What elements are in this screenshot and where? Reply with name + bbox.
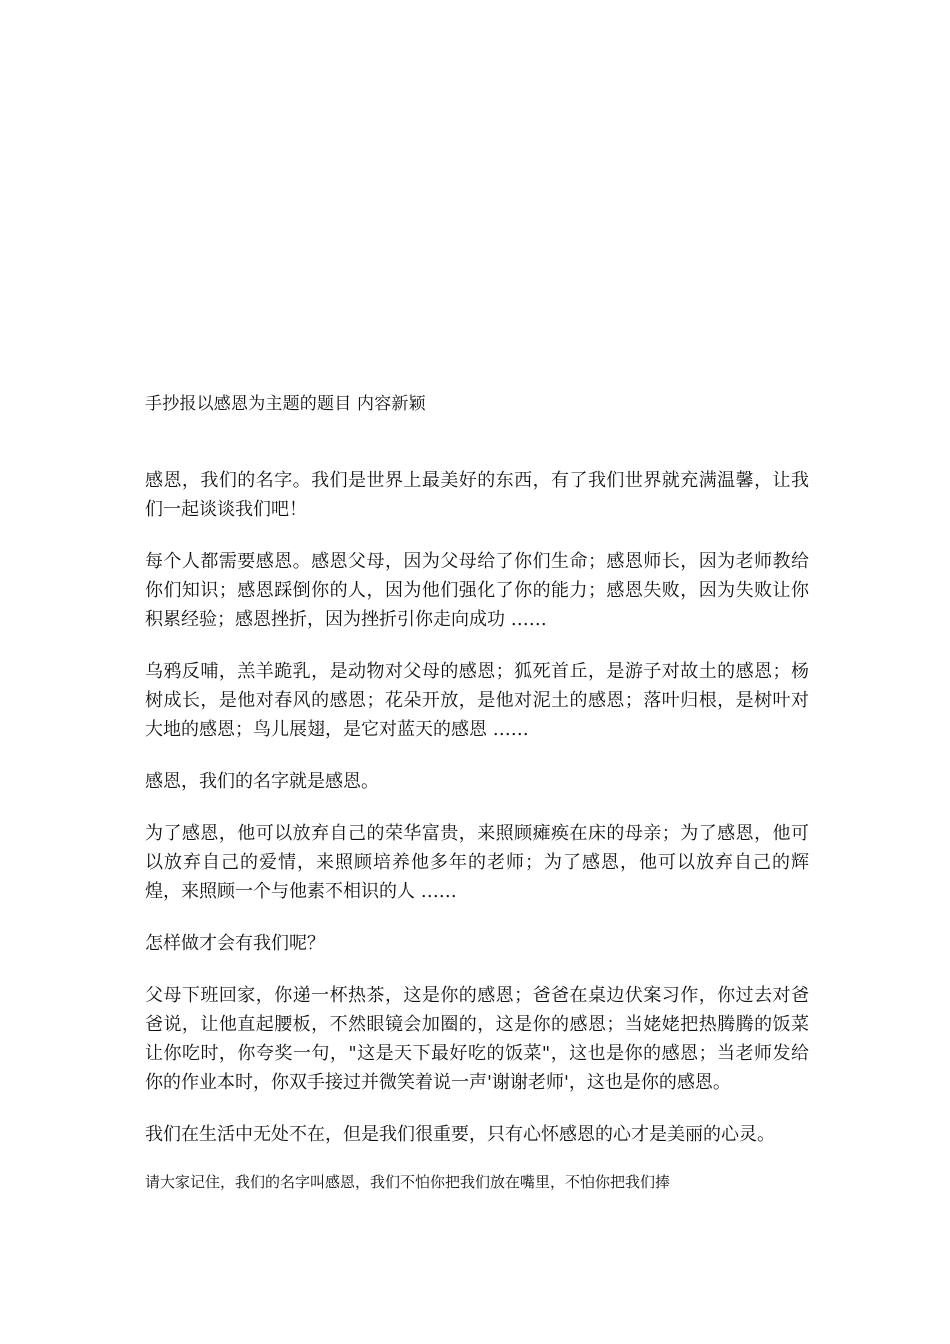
- paragraph-everywhere: 我们在生活中无处不在，但是我们很重要，只有心怀感恩的心才是美丽的心灵。: [145, 1124, 775, 1145]
- document-body: [145, 466, 809, 1217]
- paragraph-sacrifice: 为了感恩，他可以放弃自己的荣华富贵，来照顾瘫痪在床的母亲；为了感恩，他可以放弃自己的爱情，来照顾培养他多年的老师；为了感恩，他可以放弃自己的辉煌，来照顾一个与他素不相识的人 ……: [145, 823, 809, 902]
- paragraph-nature-gratitude: 乌鸦反哺，羔羊跪乳，是动物对父母的感恩；狐死首丘，是游子对故土的感恩；杨树成长，是他对春风的感恩；花朵开放，是他对泥土的感恩；落叶归根，是树叶对大地的感恩；鸟儿展翅，是它对蓝天的感恩 ……: [145, 661, 809, 740]
- paragraph-question: 怎样做才会有我们呢？: [145, 933, 325, 954]
- paragraph-remember: 请大家记住，我们的名字叫感恩，我们不怕你把我们放在嘴里，不怕你把我们捧: [145, 1173, 671, 1191]
- paragraph-our-name: 感恩，我们的名字就是感恩。: [145, 771, 379, 792]
- paragraph-everyone-needs-gratitude: 每个人都需要感恩。感恩父母，因为父母给了你们生命；感恩师长，因为老师教给你们知识；感恩踩倒你的人，因为他们强化了你的能力；感恩失败，因为失败让你积累经验；感恩挫折，因为挫折引你走向成功 ……: [145, 551, 809, 630]
- paragraph-daily-gratitude: 父母下班回家，你递一杯热茶，这是你的感恩；爸爸在桌边伏案习作，你过去对爸爸说，让他直起腰板，不然眼镜会加圈的，这是你的感恩；当姥姥把热腾腾的饭菜让你吃时，你夸奖一句，"这是天下最好吃的饭菜"，这也是你的感恩；当老师发给你的作业本时，你双手接过并微笑着说一声'谢谢老师'，这也是你的感恩。: [145, 985, 809, 1093]
- document-title: 手抄报以感恩为主题的题目 内容新颖: [145, 394, 426, 414]
- paragraph-intro: 感恩，我们的名字。我们是世界上最美好的东西，有了我们世界就充满温馨，让我们一起谈谈我们吧！: [145, 470, 809, 520]
